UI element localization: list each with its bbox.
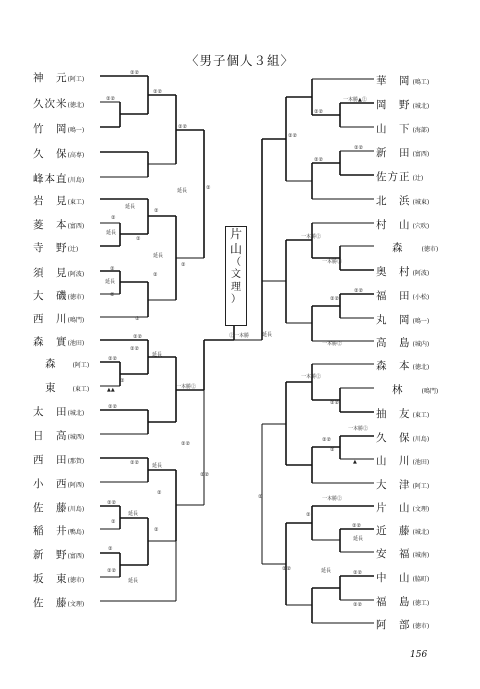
player-name: 佐 藤 xyxy=(33,502,68,514)
champion-box xyxy=(225,226,247,326)
player-school: (海部) xyxy=(412,127,430,134)
player-name: 佐方正 xyxy=(376,171,411,183)
player-name: 片 山 xyxy=(376,502,411,514)
score-annotation: 一本勝② xyxy=(348,426,369,432)
player-school: (高専) xyxy=(67,152,85,159)
player-school: (穴吹) xyxy=(412,223,430,230)
score-annotation: ② xyxy=(154,527,159,533)
player-school: (鳴門) xyxy=(67,317,85,324)
score-annotation: ②② xyxy=(330,296,339,302)
player-name: 西 川 xyxy=(33,313,68,325)
player-school: (鳴工) xyxy=(412,79,430,86)
player-name: 新 野 xyxy=(33,549,68,561)
score-annotation: 延長 xyxy=(106,230,117,236)
player-school: (辻) xyxy=(67,246,79,253)
score-annotation: ②② xyxy=(288,133,297,139)
score-annotation: ②② xyxy=(314,109,323,115)
score-annotation: ② xyxy=(110,266,115,272)
score-annotation: 一本勝② xyxy=(322,259,343,265)
player-school: (富西) xyxy=(412,151,430,158)
player-name: 森 xyxy=(45,358,57,370)
player-name: 菱 本 xyxy=(33,219,68,231)
player-name: 村 山 xyxy=(376,219,411,231)
score-annotation: ②② xyxy=(153,89,162,95)
score-annotation: ②② xyxy=(354,288,363,294)
score-annotation: 延長 xyxy=(128,578,139,584)
score-annotation: ② xyxy=(206,185,211,191)
score-annotation: ②② xyxy=(133,334,142,340)
player-school: (辻) xyxy=(412,175,424,182)
player-school: (城北) xyxy=(412,529,430,536)
player-school: (鳴一) xyxy=(412,318,430,325)
player-name: 岡 野 xyxy=(376,99,411,111)
player-name: 岩 見 xyxy=(33,195,68,207)
score-annotation: ② xyxy=(111,519,116,525)
player-name: 佐 藤 xyxy=(33,597,68,609)
player-school: (徳市) xyxy=(67,294,85,301)
score-annotation: ② xyxy=(110,292,115,298)
player-name: 森 xyxy=(392,242,404,254)
player-school: (徳工) xyxy=(412,600,430,607)
player-name: 山 下 xyxy=(376,123,411,135)
score-annotation: ② xyxy=(154,208,159,214)
score-annotation: ②② xyxy=(353,602,362,608)
score-annotation: ②② xyxy=(314,157,323,163)
player-school: (川島) xyxy=(67,177,85,184)
player-name: 久 保 xyxy=(376,432,411,444)
score-annotation: ②② xyxy=(200,472,209,478)
player-name: 久 保 xyxy=(33,148,68,160)
player-school: (阿工) xyxy=(72,362,90,369)
score-annotation: 一本勝② xyxy=(322,341,343,347)
player-name: 近 藤 xyxy=(376,525,411,537)
score-annotation: ② xyxy=(120,378,125,384)
score-annotation: ②② xyxy=(107,500,116,506)
score-annotation: ②② xyxy=(108,356,117,362)
score-annotation: ②② xyxy=(330,400,339,406)
player-school: (川島) xyxy=(412,436,430,443)
score-annotation: ② xyxy=(258,494,263,500)
score-annotation: 一本勝② xyxy=(322,496,343,502)
player-name: 丸 岡 xyxy=(376,314,411,326)
player-name: 太 田 xyxy=(33,406,68,418)
bracket-title: 〈男子個人３組〉 xyxy=(185,53,294,68)
score-annotation: ②一本勝 xyxy=(229,333,250,339)
score-annotation: ②② xyxy=(106,96,115,102)
score-annotation: 延長 xyxy=(152,352,163,358)
player-name: 安 福 xyxy=(376,548,411,560)
player-name: 神 元 xyxy=(33,72,68,84)
player-name: 抽 友 xyxy=(376,408,411,420)
champion-name: 片 xyxy=(229,227,242,241)
player-name: 西 田 xyxy=(33,454,68,466)
player-name: 山 川 xyxy=(376,455,411,467)
player-school: (城北) xyxy=(67,410,85,417)
score-annotation: 延長 xyxy=(353,536,364,542)
player-name: 北 浜 xyxy=(376,195,411,207)
score-annotation: ②② xyxy=(130,346,139,352)
champion-school: ） xyxy=(231,294,241,305)
player-name: 東 xyxy=(45,382,57,394)
player-school: (川島) xyxy=(67,506,85,513)
player-school: (鳴門) xyxy=(421,388,439,395)
player-school: (徳北) xyxy=(67,102,85,109)
score-annotation: 延長 xyxy=(105,279,116,285)
score-annotation: ②② xyxy=(322,437,331,443)
player-school: (阿波) xyxy=(412,270,430,277)
score-annotation: ② xyxy=(108,546,113,552)
score-annotation: ②② xyxy=(178,124,187,130)
score-annotation: ② xyxy=(153,272,158,278)
score-annotation: 延長 xyxy=(321,568,332,574)
score-annotation: ②② xyxy=(108,404,117,410)
player-school: (文理) xyxy=(67,601,85,608)
player-name: 奥 村 xyxy=(376,266,411,278)
player-name: 森 實 xyxy=(33,336,68,348)
page-number: 156 xyxy=(410,650,428,660)
score-annotation: ② xyxy=(136,236,141,242)
score-annotation: ② xyxy=(135,316,140,322)
score-annotation: ②② xyxy=(107,568,116,574)
player-name: 稲 井 xyxy=(33,525,68,537)
score-annotation: 延長 xyxy=(177,188,188,194)
player-school: (東工) xyxy=(412,412,430,419)
score-annotation: ②② xyxy=(130,460,139,466)
player-name: 竹 岡 xyxy=(33,123,68,135)
player-name: 大 津 xyxy=(376,479,411,491)
score-annotation: 延長 xyxy=(125,204,136,210)
score-annotation: 一本勝② xyxy=(301,234,322,240)
player-school: (脇町) xyxy=(412,576,430,583)
score-annotation: ▲▲ xyxy=(107,387,115,393)
player-name: 新 田 xyxy=(376,147,411,159)
player-name: 寺 野 xyxy=(33,242,68,254)
score-annotation: ② xyxy=(306,512,311,518)
player-school: (城西) xyxy=(67,434,85,441)
player-school: (小松) xyxy=(412,294,430,301)
player-school: (城内) xyxy=(412,341,430,348)
score-annotation: 延長 xyxy=(153,253,164,259)
score-annotation: ②② xyxy=(354,145,363,151)
player-school: (鳴一) xyxy=(67,127,85,134)
score-annotation: 延長 xyxy=(152,463,163,469)
score-annotation: 延長 xyxy=(262,332,273,338)
player-school: (阿工) xyxy=(412,483,430,490)
player-school: (池田) xyxy=(67,340,85,347)
player-school: (富西) xyxy=(67,223,85,230)
player-school: (富西) xyxy=(67,553,85,560)
player-name: 林 xyxy=(392,384,404,396)
player-school: (城東) xyxy=(412,199,430,206)
player-name: 福 島 xyxy=(376,596,411,608)
player-school: (阿西) xyxy=(67,482,85,489)
score-annotation: 延長 xyxy=(128,511,139,517)
score-annotation: ② xyxy=(111,215,116,221)
score-annotation: ②② xyxy=(181,441,190,447)
player-name: 華 岡 xyxy=(376,75,411,87)
score-annotation: 一本勝▲② xyxy=(343,97,367,103)
player-school: (城北) xyxy=(412,103,430,110)
player-name: 日 高 xyxy=(33,430,68,442)
player-school: (那賀) xyxy=(67,458,85,465)
score-annotation: ②② xyxy=(353,570,362,576)
player-school: (鴨島) xyxy=(67,529,85,536)
player-school: (徳市) xyxy=(67,577,85,584)
score-annotation: ② xyxy=(330,447,335,453)
player-name: 須 見 xyxy=(33,267,68,279)
player-name: 小 西 xyxy=(33,478,68,490)
player-school: (東工) xyxy=(72,386,90,393)
score-annotation: ▲ xyxy=(353,459,357,465)
player-school: (池田) xyxy=(412,459,430,466)
score-annotation: ②② xyxy=(282,566,291,572)
champion-school: 文 xyxy=(231,269,241,280)
champion-name: 山 xyxy=(229,242,242,256)
player-school: (阿工) xyxy=(67,76,85,83)
player-school: (文理) xyxy=(412,506,430,513)
player-name: 高 島 xyxy=(376,337,411,349)
champion-school: （ xyxy=(231,257,241,268)
player-name: 久次米 xyxy=(33,98,68,110)
player-school: (徳北) xyxy=(412,364,430,371)
player-name: 中 山 xyxy=(376,572,411,584)
player-school: (阿波) xyxy=(67,271,85,278)
champion-school: 理 xyxy=(231,282,241,293)
player-school: (城南) xyxy=(412,552,430,559)
player-school: (東工) xyxy=(67,199,85,206)
player-school: (徳市) xyxy=(412,623,430,630)
player-name: 峰本直 xyxy=(33,173,68,185)
score-annotation: 一本勝② xyxy=(176,384,197,390)
score-annotation: ② xyxy=(157,490,162,496)
player-name: 坂 東 xyxy=(33,573,68,585)
score-annotation: ② xyxy=(181,262,186,268)
player-name: 福 田 xyxy=(376,290,411,302)
score-annotation: ②② xyxy=(130,70,139,76)
player-name: 阿 部 xyxy=(376,619,411,631)
score-annotation: ②② xyxy=(352,523,361,529)
player-school: (徳市) xyxy=(421,246,439,253)
player-name: 森 本 xyxy=(376,360,411,372)
player-name: 大 磯 xyxy=(33,290,68,302)
score-annotation: 一本勝② xyxy=(301,374,322,380)
